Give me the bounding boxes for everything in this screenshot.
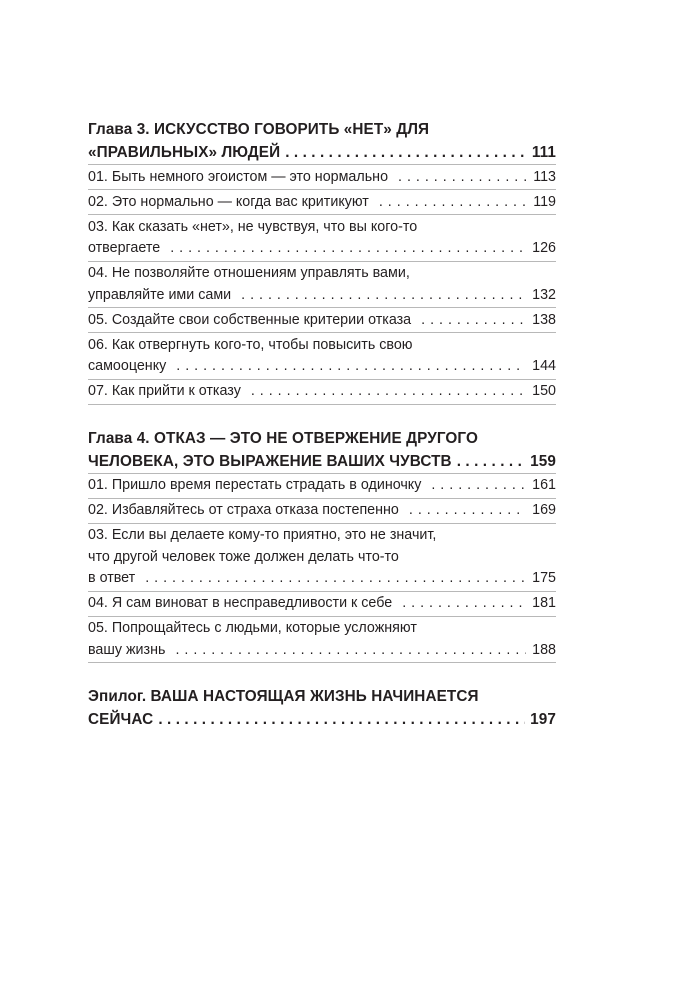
dot-leader [251,381,526,403]
dot-leader [176,356,526,378]
dot-leader [175,640,526,662]
chapter-heading[interactable] [88,427,556,473]
entry-page-number: 188 [532,641,556,658]
table-of-contents [88,118,556,753]
entry-title-line: 04. Я сам виноват в несправедливости к себе [88,595,393,611]
entry-title-line: 01. Пришло время перестать страдать в одиночку [88,477,422,493]
toc-entry[interactable] [88,380,556,405]
entry-title-line: 02. Избавляйтесь от страха отказа постепенно [88,502,399,518]
entry-page-number: 119 [533,193,556,210]
chapter-page-number: 159 [530,452,556,470]
toc-entry[interactable] [88,215,556,262]
entry-title-line: 02. Это нормально — когда вас критикуют [88,193,369,210]
entry-title-line: вашу жизнь [88,641,166,658]
entry-title-line: 05. Создайте свои собственные критерии отказа [88,311,412,328]
entry-title-line: 06. Как отвергнуть кого-то, чтобы повысить свою [88,336,413,353]
dot-leader [409,500,526,522]
dot-leader [379,192,527,214]
dot-leader [402,593,526,615]
chapter-page-number: 197 [530,711,556,728]
chapter-title-line: Глава 3. ИСКУССТВО ГОВОРИТЬ «НЕТ» ДЛЯ [88,121,430,138]
toc-entry[interactable] [88,592,556,617]
entry-title-line: 04. Не позволяйте отношениям управлять вами, [88,265,410,281]
entry-page-number: 126 [532,240,556,256]
chapter-title-line: Эпилог. ВАША НАСТОЯЩАЯ ЖИЗНЬ НАЧИНАЕТСЯ [88,688,479,705]
entry-page-number: 161 [532,477,556,493]
dot-leader [398,167,527,189]
chapter-heading[interactable] [88,685,556,731]
entry-title-line: отвергаете [88,240,161,256]
entry-title-line: 01. Быть немного эгоистом — это нормально [88,168,389,185]
entry-page-number: 144 [532,358,556,374]
toc-entry[interactable] [88,190,556,215]
entry-page-number: 169 [532,502,556,518]
toc-entry[interactable] [88,333,556,380]
entry-title-line: в ответ [88,570,136,586]
entry-title-line: 03. Как сказать «нет», не чувствуя, что вы кого-то [88,218,418,235]
chapter-title-line: СЕЙЧАС [88,711,154,728]
entry-title-line: управляйте ими сами [88,286,232,303]
dot-leader [158,708,525,731]
entry-title-line: 07. Как прийти к отказу [88,383,241,399]
dot-leader [457,450,525,473]
entry-page-number: 150 [532,383,556,399]
chapter-title-line: Глава 4. ОТКАЗ — ЭТО НЕ ОТВЕРЖЕНИЕ ДРУГОГО [88,429,478,447]
entry-title-line: самооценку [88,358,167,374]
toc-chapter [88,685,556,731]
dot-leader [431,475,526,497]
dot-leader [285,141,527,164]
toc-chapter [88,118,556,405]
entry-page-number: 181 [532,595,556,611]
chapter-page-number: 111 [531,144,556,161]
toc-chapter [88,427,556,664]
toc-entry[interactable] [88,474,556,499]
dot-leader [421,310,526,332]
entry-page-number: 132 [532,286,556,303]
chapter-heading[interactable] [88,118,556,164]
toc-entry[interactable] [88,308,556,333]
entry-page-number: 113 [533,168,556,185]
toc-entry[interactable] [88,499,556,524]
toc-entry[interactable] [88,165,556,190]
dot-leader [170,238,526,260]
chapter-title-line: ЧЕЛОВЕКА, ЭТО ВЫРАЖЕНИЕ ВАШИХ ЧУВСТВ [88,452,452,470]
chapter-title-line: «ПРАВИЛЬНЫХ» ЛЮДЕЙ [88,144,281,161]
entry-title-line: 03. Если вы делаете кому-то приятно, это не значит, [88,527,437,543]
dot-leader [145,568,526,590]
dot-leader [241,285,526,307]
entry-page-number: 138 [532,311,556,328]
toc-entry[interactable] [88,524,556,592]
entry-page-number: 175 [532,570,556,586]
entry-title-line: 05. Попрощайтесь с людьми, которые усложняют [88,620,417,636]
entry-title-line: что другой человек тоже должен делать что-то [88,548,399,565]
toc-entry[interactable] [88,617,556,664]
toc-entry[interactable] [88,262,556,309]
